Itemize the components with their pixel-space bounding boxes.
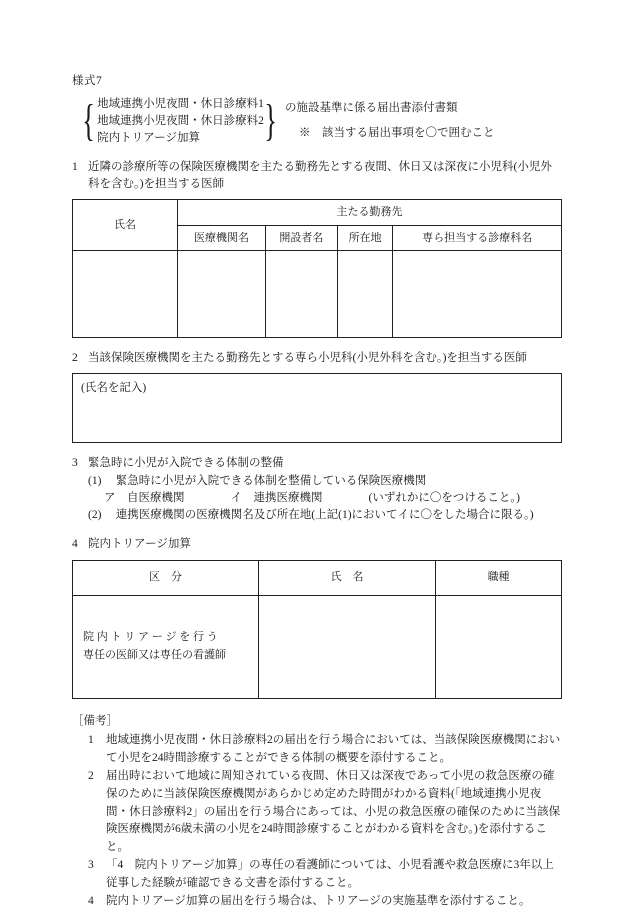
section-1 (72, 159, 562, 339)
remark-4-text: 院内トリアージ加算の届出を行う場合は、トリアージの実施基準を添付すること。 (106, 894, 531, 907)
remark-4-number: 4 (88, 894, 94, 907)
remark-item-4 (72, 893, 562, 911)
remark-item-2 (72, 768, 562, 857)
remark-item-1 (72, 732, 562, 768)
section-3-item-1-label: (1) (88, 474, 102, 487)
section-3-item-1-choices[interactable]: ア 自医療機関 イ 連携医療機関 (いずれかに〇をつけること。) (104, 491, 520, 504)
section-3-item-2-text: 連携医療機関の医療機関名及び所在地(上記(1)においてイに〇をした場合に限る。) (115, 509, 534, 522)
cell-category-line-1: 院 内 ト リ ア ー ジ を 行 う (83, 631, 218, 643)
header-name: 氏名 (73, 200, 178, 251)
section-4-text: 院内トリアージ加算 (88, 538, 191, 551)
brace-left-icon: { (82, 96, 95, 146)
section-1-number: 1 (72, 160, 78, 173)
cell-category-line-2: 専任の医師又は専任の看護師 (83, 648, 226, 661)
table-triage (72, 560, 562, 699)
remarks-title: ［備考］ (72, 714, 118, 727)
section-2-text: 当該保険医療機関を主たる勤務先とする専ら小児科(小児外科を含む。)を担当する医師 (88, 352, 527, 365)
header-category: 区 分 (73, 560, 259, 595)
section-3-item-1-text: 緊急時に小児が入院できる体制を整備している保険医療機関 (115, 474, 427, 487)
remark-3-number: 3 (88, 859, 94, 872)
header-main-workplace: 主たる勤務先 (178, 200, 562, 226)
title-line-3: 院内トリアージ加算 (97, 131, 201, 144)
table-row (73, 560, 562, 595)
cell-triage-name[interactable] (259, 595, 436, 698)
title-line-1: 地域連携小児夜間・休日診療料1 (97, 98, 264, 111)
title-note: ※ 該当する届出事項を〇で囲むこと (299, 127, 495, 140)
section-3-item-1 (72, 473, 562, 490)
table-main-workplace (72, 199, 562, 338)
brace-right-icon: } (264, 96, 277, 146)
title-right (279, 96, 495, 147)
title-line-2: 地域連携小児夜間・休日診療料2 (97, 114, 264, 127)
cell-job-type[interactable] (436, 595, 562, 698)
section-3-item-2-label: (2) (88, 509, 102, 522)
document-content (72, 72, 562, 911)
table-row (73, 200, 562, 226)
cell-address[interactable] (337, 251, 393, 338)
remarks-section (72, 713, 562, 911)
header-job-type: 職種 (436, 560, 562, 595)
section-4 (72, 536, 562, 698)
cell-category (73, 595, 259, 698)
section-4-number: 4 (72, 538, 78, 551)
section-2-number: 2 (72, 352, 78, 365)
section-3 (72, 455, 562, 524)
cell-founder-name[interactable] (265, 251, 337, 338)
header-founder-name: 開設者名 (265, 225, 337, 251)
section-2 (72, 350, 562, 443)
name-entry-box[interactable]: (氏名を記入) (72, 373, 562, 443)
header-triage-name: 氏 名 (259, 560, 436, 595)
cell-department[interactable] (393, 251, 562, 338)
remark-2-number: 2 (88, 770, 94, 783)
header-department: 専ら担当する診療科名 (393, 225, 562, 251)
remark-item-3 (72, 857, 562, 893)
table-row (73, 595, 562, 698)
title-block (80, 96, 562, 147)
section-3-item-2 (72, 507, 562, 524)
header-institution-name: 医療機関名 (178, 225, 266, 251)
cell-name[interactable] (73, 251, 178, 338)
title-suffix: の施設基準に係る届出書添付書類 (285, 102, 458, 114)
remark-1-text: 地域連携小児夜間・休日診療料2の届出を行う場合においては、当該保険医療機関において小児を24時間診療することができる体制の概要を添付すること。 (106, 734, 561, 765)
section-3-text: 緊急時に小児が入院できる体制の整備 (88, 457, 284, 470)
table-row (73, 251, 562, 338)
remark-3-text: 「4 院内トリアージ加算」の専任の看護師については、小児看護や救急医療に3年以上従事した経験が確認できる文書を添付すること。 (106, 859, 554, 889)
section-1-text: 近隣の診療所等の保険医療機関を主たる勤務先とする夜間、休日又は深夜に小児科(小児外科を含む。)を担当する医師 (88, 160, 552, 190)
remark-1-number: 1 (88, 734, 94, 747)
form-number: 様式7 (72, 75, 103, 87)
header-address: 所在地 (337, 225, 393, 251)
section-3-number: 3 (72, 457, 78, 470)
remark-2-text: 届出時において地域に周知されている夜間、休日又は深夜であって小児の救急医療の確保のために当該保険医療機関があらかじめ定めた時間がわかる資料(「地域連携小児夜間・休日診療料2」の届出を行う場合にあっては、小児の救急医療の確保のために当該保険医療機関が6歳未満の小児を24時間診療することがわかる資料を含む。)を添付すること。 (106, 770, 561, 854)
cell-institution-name[interactable] (178, 251, 266, 338)
title-lines (93, 96, 264, 146)
